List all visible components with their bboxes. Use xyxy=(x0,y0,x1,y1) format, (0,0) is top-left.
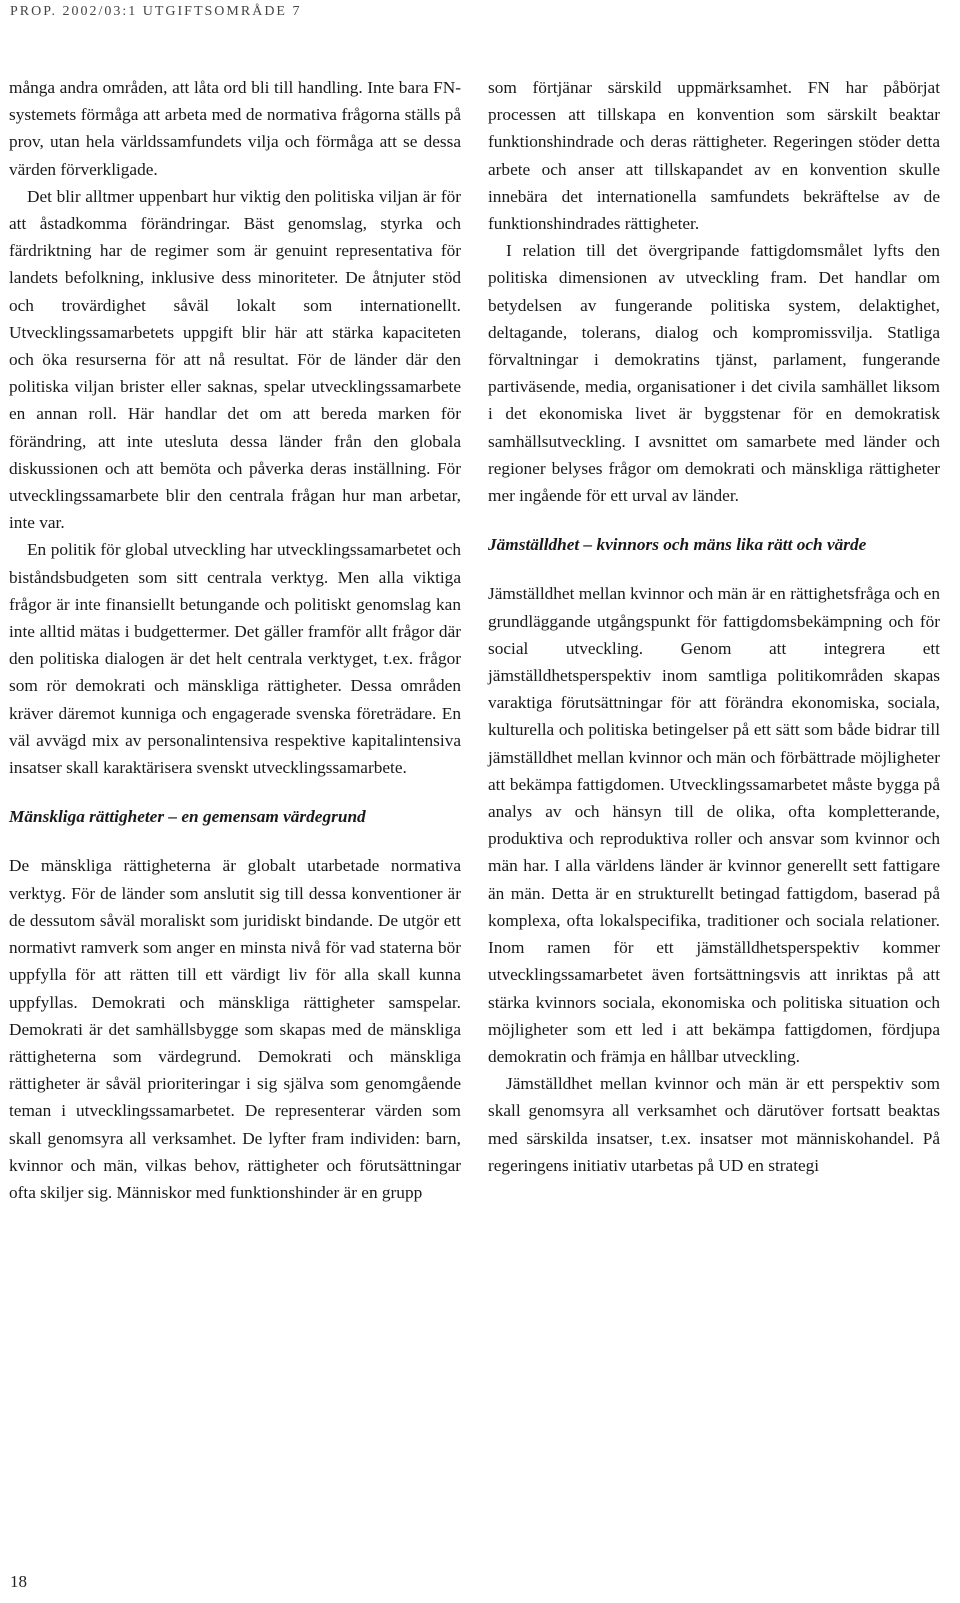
body-paragraph: Det blir alltmer uppenbart hur viktig den politiska viljan är för att åstadkomma förändringar. Bäst genomslag, styrka och färdriktning har de regimer som är genuint representativa för landets befolkning, inklusive dess minoriteter. De åtnjuter stöd och trovärdighet såväl lokalt som internationellt. Utvecklingssamarbetets uppgift blir här att stärka kapaciteten och öka resurserna för att nå resultat. För de länder där den politiska viljan brister eller saknas, spelar utvecklingssamarbete en annan roll. Här handlar det om att bereda marken för förändring, att inte utesluta dessa länder från den globala diskussionen och att bemöta och påverka deras inställning. För utvecklingssamarbete blir den centrala frågan hur man arbetar, inte var. xyxy=(9,186,461,533)
right-column xyxy=(488,74,940,1179)
body-paragraph: De mänskliga rättigheterna är globalt utarbetade normativa verktyg. För de länder som anslutit sig till dessa konventioner är de dessutom såväl moraliskt som juridiskt bindande. De utgör ett normativt ramverk som anger en minsta nivå för vad staterna bör uppfylla för att rätten till ett värdigt liv för alla skall kunna uppfyllas. Demokrati och mänskliga rättigheter samspelar. Demokrati är det samhällsbygge som skapas med de mänskliga rättigheterna som värdegrund. Demokrati och mänskliga rättigheter är såväl prioriteringar i sig själva som genomgående teman i utvecklingssamarbetet. De representerar värden som skall genomsyra all verksamhet. De lyfter fram individen: barn, kvinnor och män, vilkas behov, rättigheter och förutsättningar ofta skiljer sig. Människor med funktionshinder är en grupp xyxy=(9,856,461,1202)
body-paragraph: många andra områden, att låta ord bli till handling. Inte bara FN-systemets förmåga att arbeta med de normativa frågorna ställs på prov, utan hela världssamfundets vilja och förmåga att se dessa värden förverkligade. xyxy=(9,78,461,179)
section-heading: Jämställdhet – kvinnors och mäns lika rätt och värde xyxy=(488,535,867,555)
body-paragraph: som förtjänar särskild uppmärksamhet. FN har påbörjat processen att tillskapa en konvention som särskilt beaktar funktionshindrade och deras rättigheter. Regeringen stöder detta arbete och anser att tillskapandet av en konvention skulle innebära det internationella samfundets bekräftelse av de funktionshindrades rättigheter. xyxy=(488,78,940,234)
running-head: PROP. 2002/03:1 UTGIFTSOMRÅDE 7 xyxy=(10,4,302,19)
left-column xyxy=(9,74,461,1206)
section-heading: Mänskliga rättigheter – en gemensam värdegrund xyxy=(9,807,366,827)
body-paragraph: I relation till det övergripande fattigdomsmålet lyfts den politiska dimensionen av utveckling fram. Det handlar om betydelsen av fungerande politiska system, delaktighet, deltagande, tolerans, dialog och kompromissvilja. Statliga förvaltningar i demokratins tjänst, parlament, fungerande partiväsende, media, organisationer i det civila samhället liksom i det ekonomiska livet är byggstenar för en demokratisk samhällsutveckling. I avsnittet om samarbete med länder och regioner belyses frågor om demokrati och mänskliga rättigheter mer ingående för ett urval av länder. xyxy=(488,241,940,506)
page-number: 18 xyxy=(10,1572,27,1591)
body-paragraph: Jämställdhet mellan kvinnor och män är ett perspektiv som skall genomsyra all verksamhet och därutöver fortsatt beaktas med särskilda insatser, t.ex. insatser mot människohandel. På regeringens initiativ utarbetas på UD en strategi xyxy=(488,1074,940,1175)
body-paragraph: Jämställdhet mellan kvinnor och män är en rättighetsfråga och en grundläggande utgångspunkt för fattigdomsbekämpning och för social utveckling. Genom att integrera ett jämställdhetsperspektiv inom samtliga politikområden skapas varaktiga förutsättningar för att förändra ekonomiska, sociala, kulturella och politiska betingelser på ett sätt som både bidrar till jämställdhet mellan kvinnor och män och förbättrade möjligheter att bekämpa fattigdomen. Utvecklingssamarbetet måste bygga på analys av och hänsyn till de olika, ofta kompletterande, produktiva och reproduktiva roller och ansvar som kvinnor och män har. I alla världens länder är kvinnor generellt sett fattigare än män. Detta är en strukturellt betingad fattigdom, baserad på komplexa, ofta lokalspecifika, traditioner och sociala relationer. Inom ramen för ett jämställdhetsperspektiv kommer utvecklingssamarbetet även fortsättningsvis att inriktas på att stärka kvinnors sociala, ekonomiska och politiska situation och möjligheter som ett led i att bekämpa fattigdomen, fördjupa demokratin och främja en hållbar utveckling. xyxy=(488,584,940,1066)
body-paragraph: En politik för global utveckling har utvecklingssamarbetet och biståndsbudgeten som sitt centrala verktyg. Men alla viktiga frågor är inte finansiellt betungande och politiskt genomslag kan inte alltid mätas i budgettermer. Det gäller framför allt frågor där den politiska dialogen är det helt centrala verktyget, t.ex. frågor som rör demokrati och mänskliga rättigheter. Dessa områden kräver däremot kunniga och engagerade svenska företrädare. En väl avvägd mix av personalintensiva respektive kapitalintensiva insatser skall karaktärisera svenskt utvecklingssamarbete. xyxy=(9,540,461,778)
